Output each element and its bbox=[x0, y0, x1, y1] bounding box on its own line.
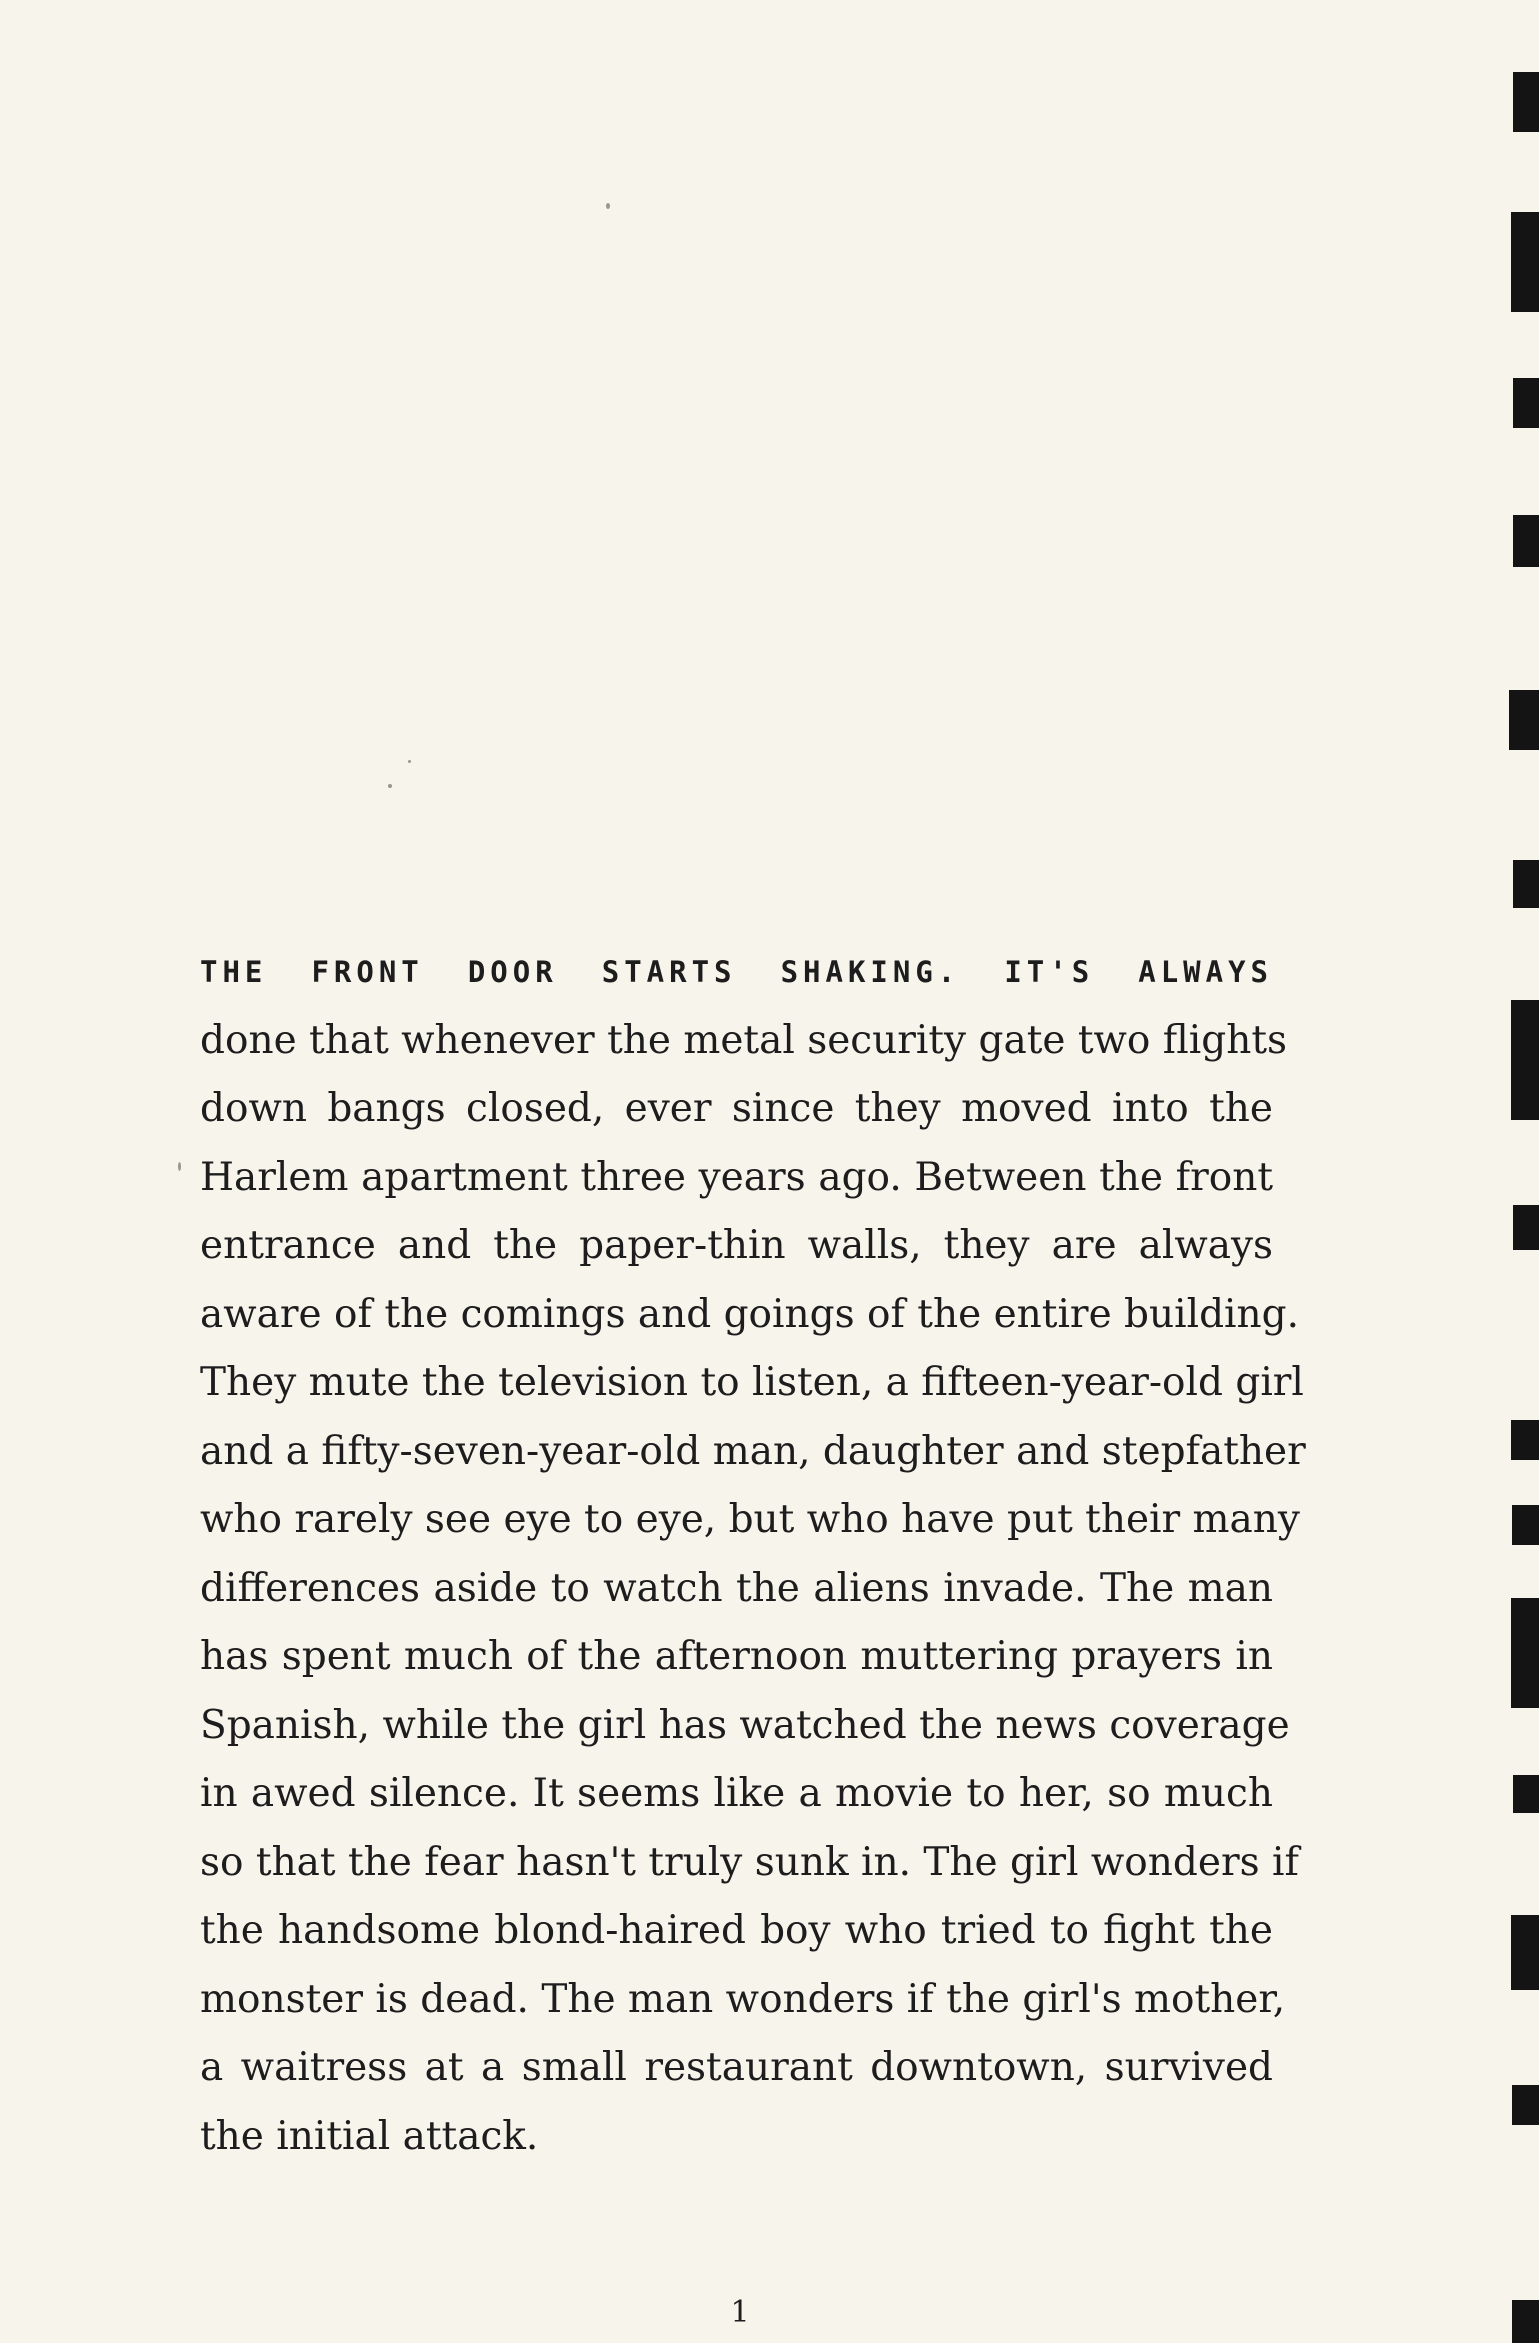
edge-tab bbox=[1511, 1915, 1539, 1990]
text-line: a waitress at a small restaurant downtown, survived bbox=[200, 2045, 1273, 2090]
paper-speck bbox=[178, 1162, 181, 1171]
text-line: Harlem apartment three years ago. Between the front bbox=[200, 1154, 1273, 1200]
text-line: aware of the comings and goings of the entire building. bbox=[200, 1291, 1299, 1337]
text-line: They mute the television to listen, a fifteen-year-old girl bbox=[200, 1360, 1304, 1405]
edge-tab bbox=[1512, 1505, 1539, 1545]
edge-tab bbox=[1511, 1420, 1539, 1460]
text-line: monster is dead. The man wonders if the girl's mother, bbox=[200, 1976, 1286, 2022]
edge-tab bbox=[1512, 2300, 1539, 2343]
edge-tab bbox=[1513, 72, 1539, 132]
paper-speck bbox=[606, 203, 610, 209]
text-line: so that the fear hasn't truly sunk in. The girl wonders if bbox=[200, 1839, 1299, 1885]
text-line: the initial attack. bbox=[200, 2113, 539, 2159]
edge-tab bbox=[1511, 1000, 1539, 1120]
page-number: 1 bbox=[730, 2295, 750, 2330]
edge-tab bbox=[1513, 515, 1539, 567]
paper-speck bbox=[388, 784, 392, 788]
text-line: in awed silence. It seems like a movie to her, so much bbox=[200, 1771, 1273, 1816]
edge-tab bbox=[1511, 212, 1539, 312]
text-line: differences aside to watch the aliens invade. The man bbox=[200, 1565, 1273, 1611]
text-line: has spent much of the afternoon muttering prayers in bbox=[200, 1634, 1273, 1679]
edge-tab bbox=[1512, 2085, 1539, 2125]
opening-line: THE FRONT DOOR STARTS SHAKING. IT'S ALWAYS bbox=[200, 955, 1273, 989]
text-line: entrance and the paper-thin walls, they are always bbox=[200, 1223, 1273, 1268]
edge-tab bbox=[1511, 1598, 1539, 1708]
paper-speck bbox=[408, 760, 411, 763]
edge-tab bbox=[1509, 690, 1539, 750]
text-line: Spanish, while the girl has watched the news coverage bbox=[200, 1702, 1290, 1748]
text-line: down bangs closed, ever since they moved into the bbox=[200, 1086, 1273, 1131]
text-line: and a fifty-seven-year-old man, daughter and stepfather bbox=[200, 1428, 1306, 1474]
edge-tab bbox=[1513, 378, 1539, 428]
edge-tab-marks bbox=[1479, 0, 1539, 2343]
edge-tab bbox=[1513, 860, 1539, 908]
edge-tab bbox=[1513, 1205, 1539, 1250]
text-line: who rarely see eye to eye, but who have put their many bbox=[200, 1497, 1300, 1542]
edge-tab bbox=[1513, 1775, 1539, 1813]
text-line: the handsome blond-haired boy who tried to fight the bbox=[200, 1908, 1273, 1953]
text-line: done that whenever the metal security gate two flights bbox=[200, 1017, 1288, 1063]
body-text bbox=[200, 938, 1306, 2171]
